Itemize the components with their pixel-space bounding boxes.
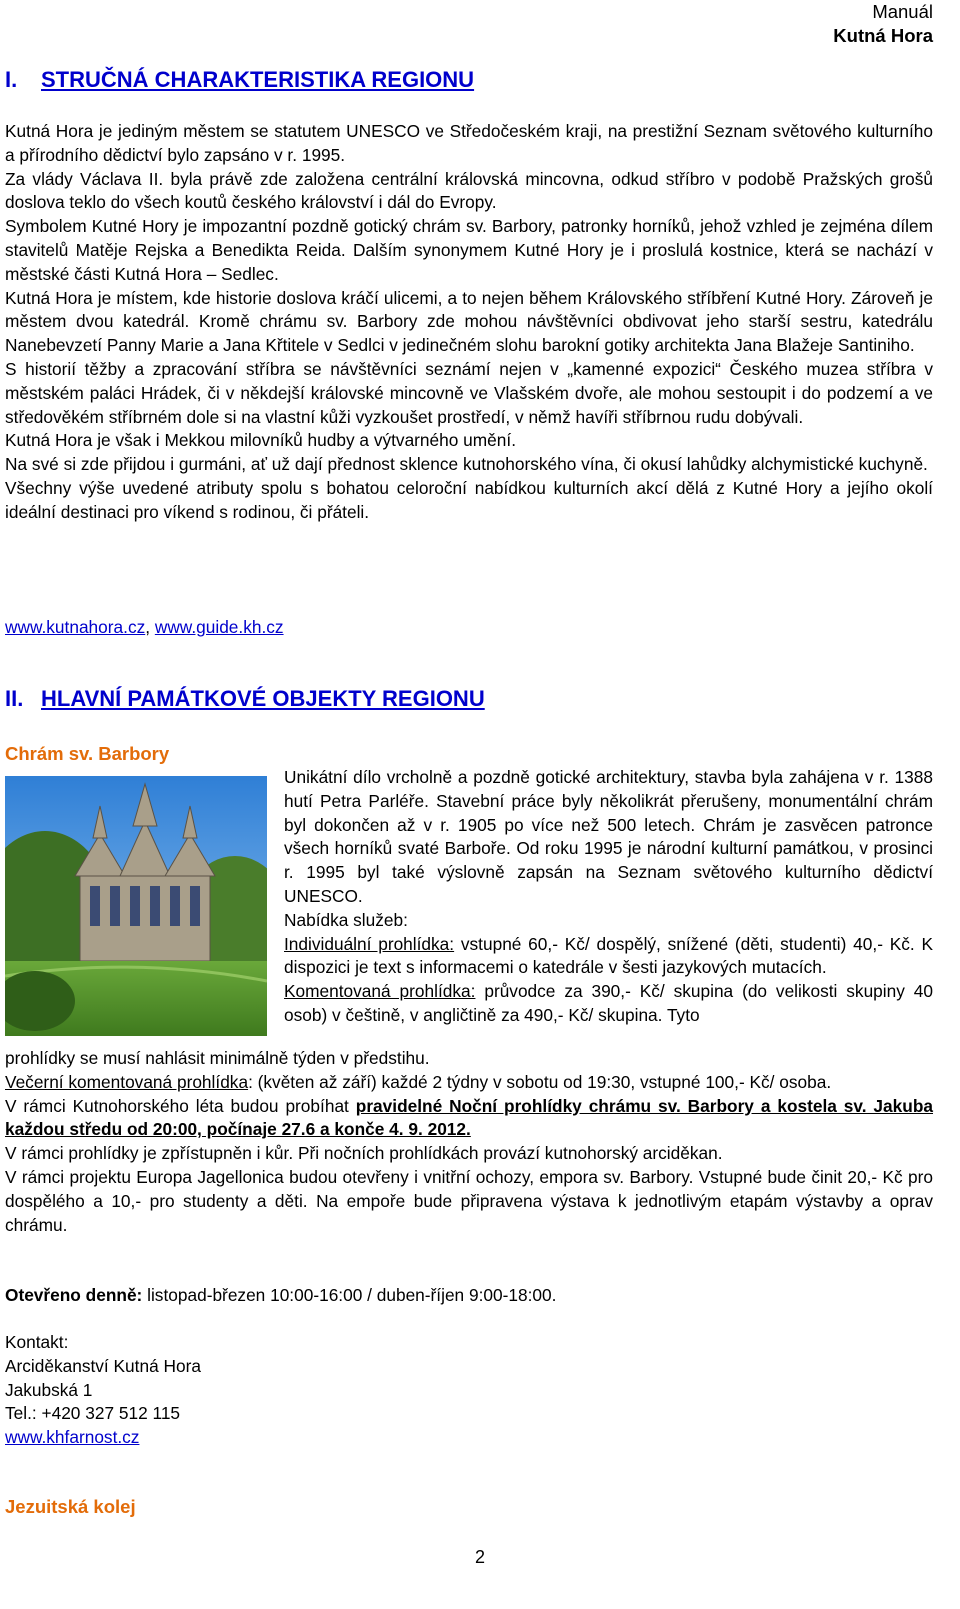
barbora-intro: Unikátní dílo vrcholně a pozdně gotické architektury, stavba byla zahájena v r. 1388 hutí Petra Parléře. Stavební práce byly několikrát přerušeny, monumentální chrám byl dokončen až v r. 1905 po více než 500 letech. Chrám je zasvěcen patronce všech horníků svaté Barboře. Od roku 1995 je národní kulturní památkou, v prosinci r. 1995 byl také výslovně zapsán na Seznam světového kulturního dědictví UNESCO. — [284, 767, 933, 906]
evening-tour-text: : (květen až září) každé 2 týdny v sobotu od 19:30, vstupné 100,- Kč/ osoba. — [248, 1071, 832, 1092]
summer-tours-text: V rámci Kutnohorského léta budou probíhat — [5, 1095, 356, 1116]
services-label: Nabídka služeb: — [284, 909, 408, 930]
document-header — [833, 0, 933, 48]
europa-text: V rámci projektu Europa Jagellonica budou otevřeny i vnitřní ochozy, empora sv. Barbory. Vstupné bude činit 20,- Kč pro dospělého a 10,- pro studenty a děti. Na empoře bude připravena výstava k jednotlivým etapám výstavby a oprav chrámu. — [5, 1166, 933, 1235]
subtitle-jesuit-college: Jezuitská kolej — [5, 1496, 136, 1517]
page-number: 2 — [474, 1547, 485, 1567]
header-manual: Manuál — [872, 1, 933, 22]
paragraph: Kutná Hora je však i Mekkou milovníků hudby a výtvarného umění. — [5, 430, 517, 451]
section1-number: I. — [5, 67, 18, 92]
contact-block — [5, 1331, 933, 1450]
evening-tour-label: Večerní komentovaná prohlídka — [5, 1071, 249, 1092]
summer-tours — [5, 1095, 933, 1143]
link-kutnahora[interactable]: www.kutnahora.cz — [5, 617, 146, 637]
paragraph: Kutná Hora je místem, kde historie doslova kráčí ulicemi, a to nejen během Královského stříbření Kutné Hory. Zároveň je městem dvou katedrál. Kromě chrámu sv. Barbory zde mohou návštěvníci obdivovat jeho starší sestru, katedrálu Nanebevzetí Panny Marie a Jana Křtitele v Sedlci v jedinečném slohu barokní gotiky architekta Jana Blažeje Santiniho. — [5, 287, 933, 356]
subtitle-barbora: Chrám sv. Barbory — [5, 743, 170, 764]
summer-tours-bold: pravidelné Noční prohlídky chrámu sv. Barbory a kostela sv. Jakuba každou středu od 20:00, počínaje 27.6 a konče 4. 9. 2012. — [5, 1095, 933, 1140]
individual-tour — [284, 933, 933, 981]
opening-hours-text: listopad-březen 10:00-16:00 / duben-říjen 9:00-18:00. — [142, 1285, 557, 1305]
link-guide[interactable]: www.guide.kh.cz — [154, 617, 284, 637]
header-city: Kutná Hora — [833, 25, 933, 46]
paragraph: Na své si zde přijdou i gurmáni, ať už dají přednost sklence kutnohorského vína, či okusí lahůdky alchymistické kuchyně. — [5, 454, 928, 475]
contact-label: Kontakt: — [5, 1332, 69, 1352]
opening-hours — [5, 1284, 933, 1308]
section1-title: STRUČNÁ CHARAKTERISTIKA REGIONU — [41, 67, 475, 92]
link-separator: , — [145, 617, 155, 637]
paragraph: Za vlády Václava II. byla právě zde založena centrální královská mincovna, odkud stříbro v podobě Pražských grošů doslova teklo do všech koutů českého království i dál do Evropy. — [5, 168, 933, 213]
evening-tour — [5, 1071, 933, 1095]
barbora-description — [284, 766, 933, 1028]
section1-links — [5, 616, 933, 640]
opening-hours-label: Otevřeno denně: — [5, 1285, 143, 1305]
contact-web-link[interactable]: www.khfarnost.cz — [5, 1427, 140, 1448]
guided-tour — [284, 980, 933, 1028]
individual-tour-text: vstupné 60,- Kč/ dospělý, snížené (děti, studenti) 40,- Kč. K dispozici je text s informacemi o katedrále v šesti jazykových mutacích. — [284, 933, 934, 978]
church-of-st-barbara-photo — [5, 776, 267, 1036]
section1-body — [5, 120, 933, 525]
contact-street: Jakubská 1 — [5, 1379, 93, 1400]
individual-tour-label: Individuální prohlídka: — [284, 933, 455, 954]
guided-tour-label: Komentovaná prohlídka: — [284, 981, 476, 1002]
section1-heading — [5, 68, 474, 92]
guided-tour-continued: prohlídky se musí nahlásit minimálně týden v předstihu. — [5, 1048, 430, 1068]
choir-text: V rámci prohlídky je zpřístupněn i kůr. Při nočních prohlídkách provází kutnohorský arciděkan. — [5, 1143, 723, 1164]
paragraph: Všechny výše uvedené atributy spolu s bohatou celoroční nabídkou kulturních akcí dělá z Kutné Hory a jejího okolí ideální destinaci pro víkend s rodinou, či přáteli. — [5, 477, 933, 522]
section2-number: II. — [5, 686, 24, 711]
section2-heading — [5, 687, 485, 711]
guided-tour-text: průvodce za 390,- Kč/ skupina (do velikosti skupiny 40 osob) v češtině, v angličtině za 490,- Kč/ skupina. Tyto — [284, 981, 933, 1025]
section2-title: HLAVNÍ PAMÁTKOVÉ OBJEKTY REGIONU — [41, 686, 485, 711]
paragraph: Symbolem Kutné Hory je impozantní pozdně gotický chrám sv. Barbory, patronky horníků, jehož vzhled je zejména dílem stavitelů Matěje Rejska a Benedikta Reida. Dalším synonymem Kutné Hory je i proslulá kostnice, která se nachází v městské části Kutná Hora – Sedlec. — [5, 216, 933, 284]
paragraph: S historií těžby a zpracování stříbra se návštěvníci seznámí nejen v „kamenné expozici“ Českého muzea stříbra v městském paláci Hrádek, či v někdejší královské mincovně ve Vlašském dvoře, ale mohou sestoupit i do podzemí a ve středověkém stříbrném dole si na vlastní kůži vyzkoušet prostředí, v němž havíři stříbrnou rudu dobývali. — [5, 358, 933, 427]
paragraph: Kutná Hora je jediným městem se statutem UNESCO ve Středočeském kraji, na prestižní Seznam světového kulturního a přírodního dědictví bylo zapsáno v r. 1995. — [5, 121, 933, 165]
barbora-details — [5, 1047, 933, 1237]
contact-phone: Tel.: +420 327 512 115 — [5, 1403, 181, 1424]
contact-org: Arciděkanství Kutná Hora — [5, 1355, 201, 1376]
